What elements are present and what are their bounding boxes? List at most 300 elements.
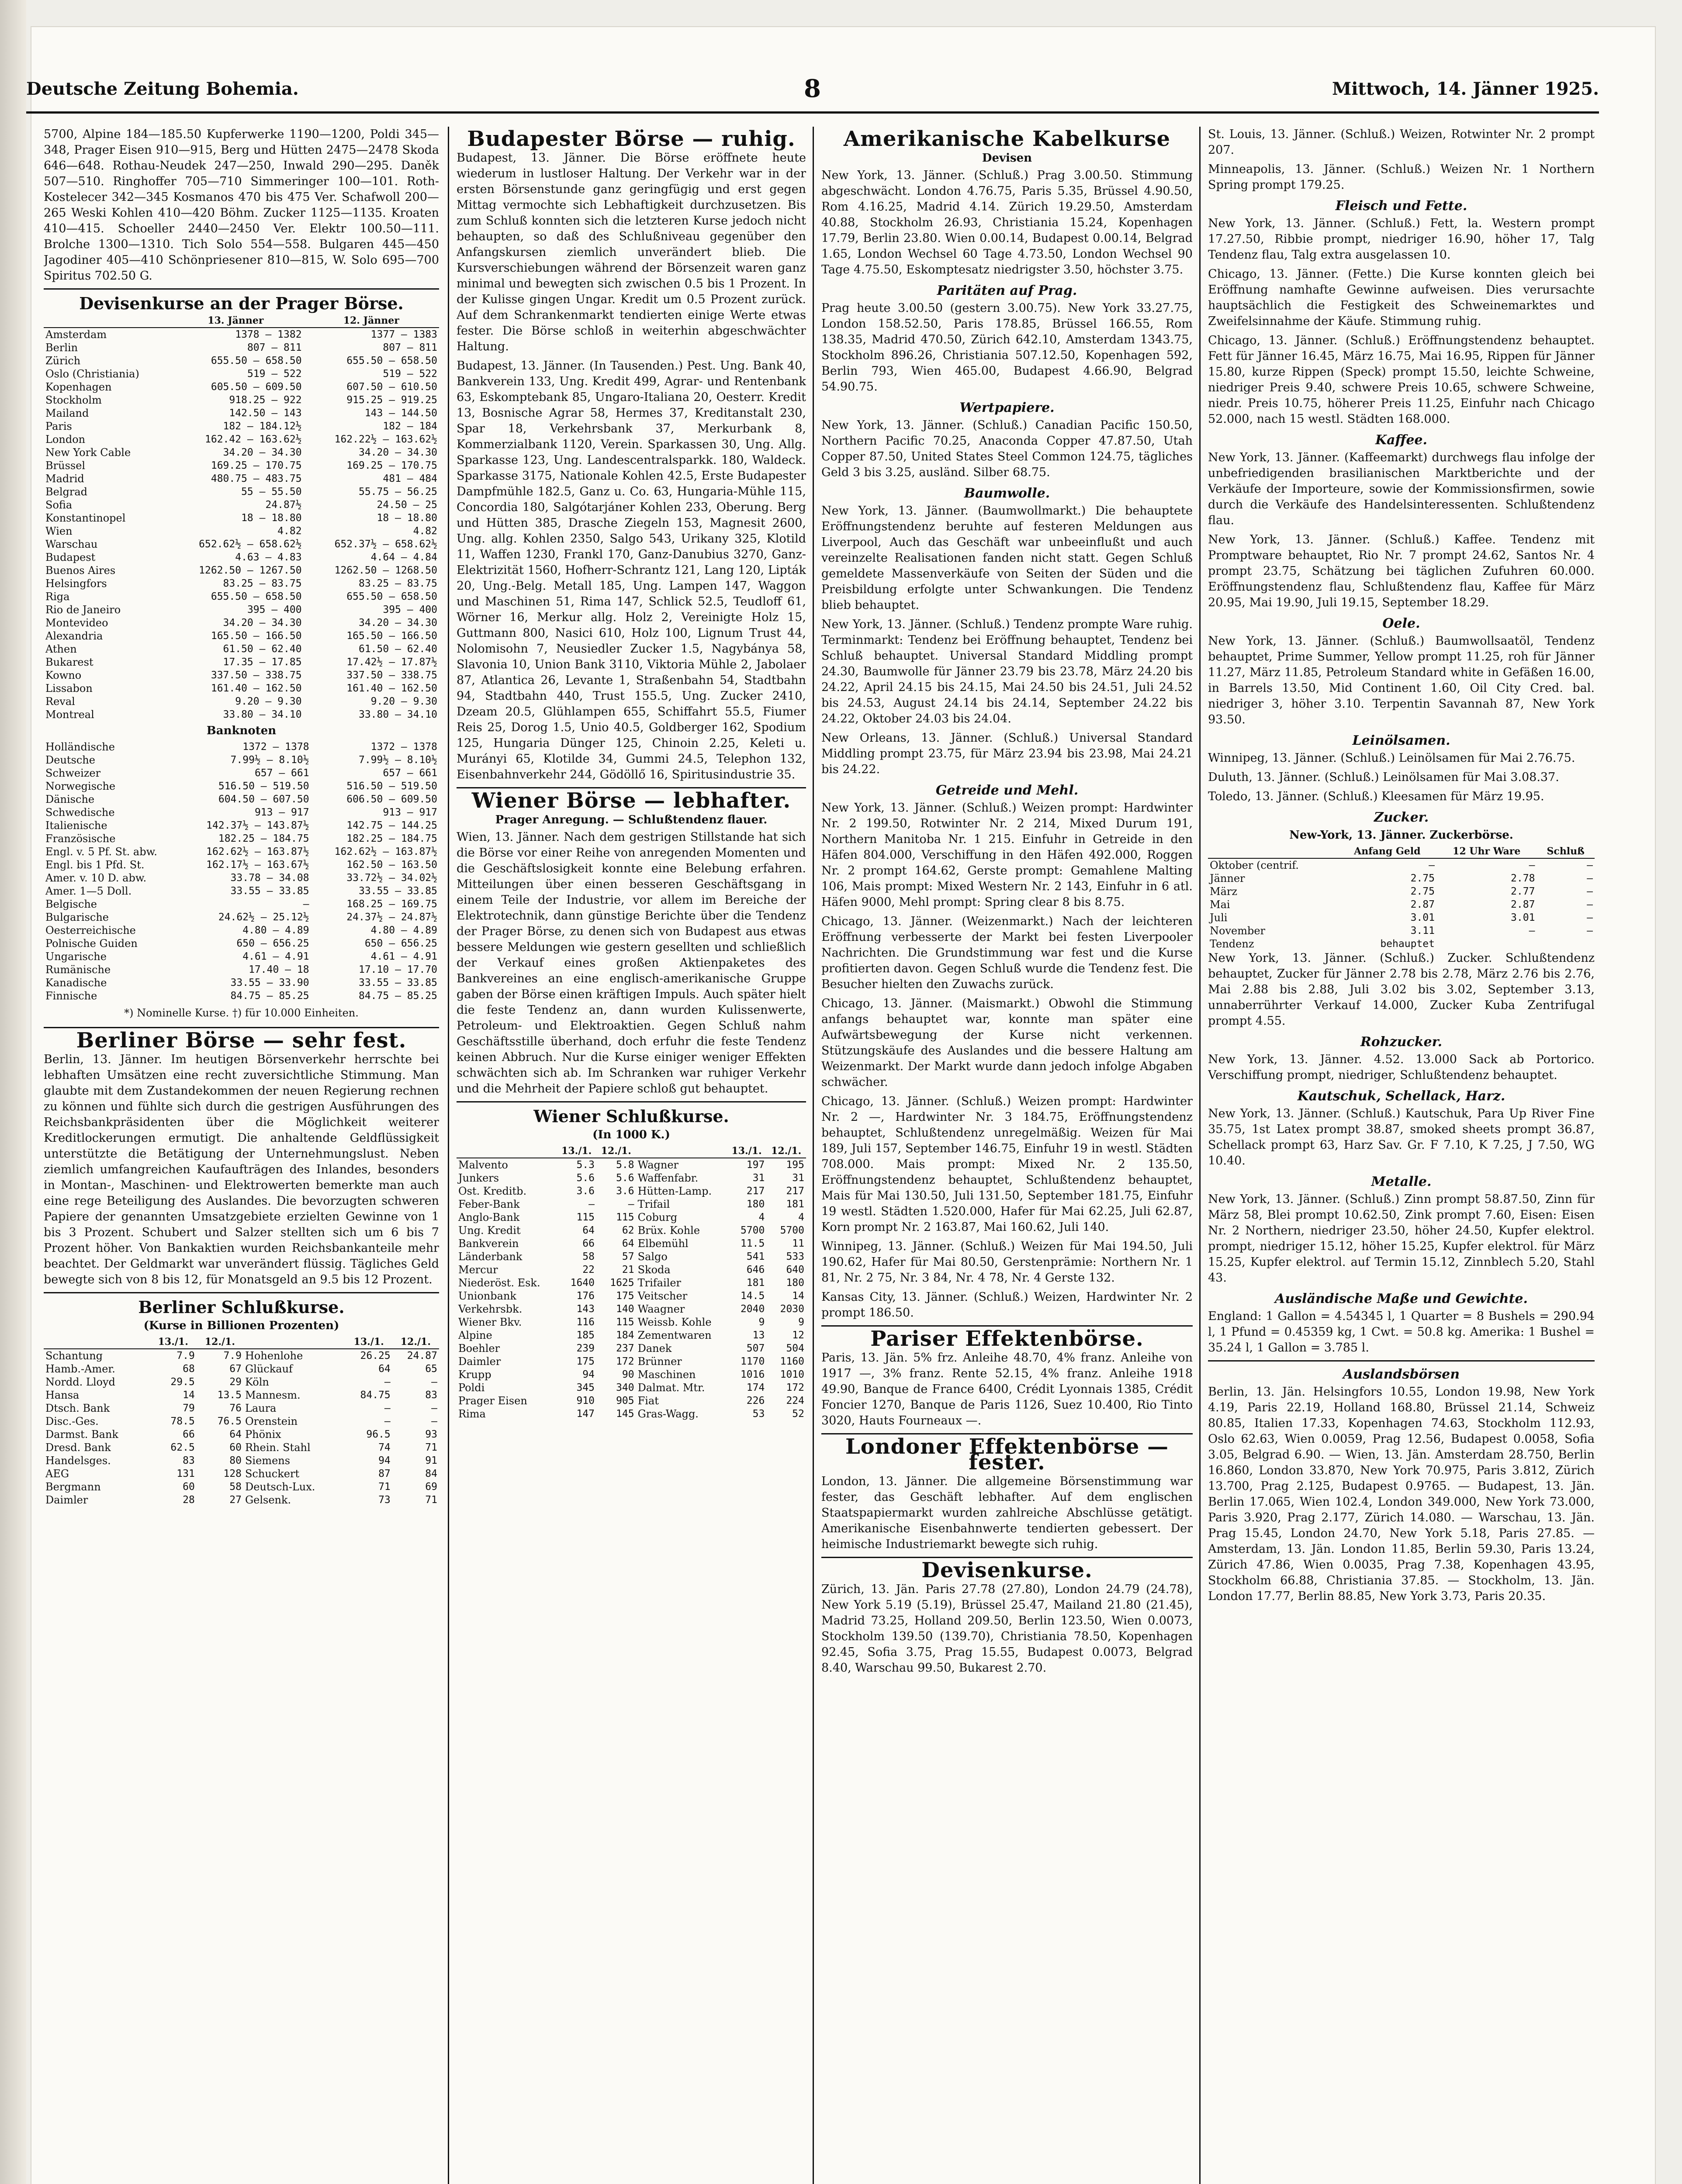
row-value: 605.50 — 609.50 [211,381,302,393]
row-value: 60 [229,1442,242,1453]
row-label: Engl. bis 1 Pfd. St. [45,859,145,871]
table-row [44,472,439,485]
kaffee-quotes: New York, 13. Jänner. (Schluß.) Kaffee. Tendenz mit Promptware behauptet, Rio Nr. 7 prompt 24.62, Santos Nr. 4 prompt 23.75, Schätzung bei täglichen Zufuhren 60.000. Eröffnungstendenz flau, Schlußtendenz flau, Kaffee für März 20.95, Mai 19.90, Juli 19.15, September 18.29. [1208,533,1595,609]
table-row [44,538,439,551]
row-value: 29.5 [170,1376,195,1388]
row-value: 80 [229,1455,242,1466]
table-row [44,551,439,564]
banknoten-title: Banknoten [206,724,277,737]
section-title-wien: Wiener Börse — lebhafter. [471,788,791,813]
row-value: 34.20 — 34.30 [223,617,302,629]
row-label: London [45,433,86,446]
row-value: 533 [786,1251,804,1262]
row-value: — [303,898,309,910]
table-row [44,1375,439,1389]
row-label: Elbemühl [637,1237,689,1250]
row-label: Montreal [45,708,94,721]
row-value: 71 [425,1494,437,1506]
devisen-zurich: Zürich, 13. Jän. Paris 27.78 (27.80), London 24.79 (24.78), New York 5.19 (5.19), Brüssel 25.47, Mailand 21.80 (21.45), Madrid 73.25, Holland 209.50, Berlin 123.50, Wien 0.0073, Stockholm 139.50 (139.70), Christiania 78.50, Kopenhagen 92.45, Sofia 3.75, Prag 15.55, Budapest 0.0073, Belgrad 8.40, Warschau 99.50, Bukarest 2.70. [821,1583,1193,1675]
table-row [1208,872,1595,885]
winnipeg-text: Winnipeg, 13. Jänner. (Schluß.) Weizen für Mai 194.50, Juli 190.62, Hafer für Mai 80.50, Gerstenprämie: Northern Nr. 1 81, Nr. 2 75, Nr. 3 84, Nr. 4 78, Nr. 4 Gerste 132. [821,1240,1193,1285]
row-value: 76 [229,1403,242,1414]
row-label: Sofia [45,499,73,511]
column-header: Schluß [1537,845,1595,858]
row-value: 162.17½ — 163.67½ [206,859,309,871]
table-row [1208,924,1595,937]
table-row [44,937,439,950]
row-value: 57 [622,1251,634,1262]
row-value: — [1587,873,1593,884]
row-value: 646 [746,1264,765,1275]
row-value: 24.87 [407,1350,437,1362]
table-row [44,963,439,976]
row-value: 33.55 — 33.85 [358,885,437,897]
row-label: Kowno [45,669,82,681]
row-value: 13.5 [217,1389,242,1401]
masse-text: England: 1 Gallon = 4.54345 l, 1 Quarter = 8 Bushels = 290.94 l, 1 Pfund = 0.45359 kg, 1 Cwt. = 50.8 kg. Amerika: 1 Bushel = 35.24 l, 1 Gallon = 3.785 l. [1208,1310,1595,1355]
row-value: — [431,1416,437,1427]
getreide-text: New York, 13. Jänner. (Schluß.) Weizen prompt: Hardwinter Nr. 2 199.50, Rotwinter Nr. 2 214, Mixed Durum 191, Northern Manitoba Nr. 1 215. Einfuhr in Getreide in den Häfen 804.000, Verschiffung in den Häfen 492.000, Roggen Nr. 2 prompt 164.62, Gerste prompt: Gemahlene Malting 106, Mais prompt: Mixed Western Nr. 2 143, Einfuhr in 6 atl. Häfen 9000, Mehl prompt: Spring clear 8 bis 8.75. [821,801,1193,909]
row-value: 5.6 [576,1172,595,1184]
table-row [44,328,439,341]
row-value: 115 [616,1317,634,1328]
column-header [243,1335,346,1349]
chicago-weizen: Chicago, 13. Jänner. (Weizenmarkt.) Nach der leichteren Eröffnung verbesserte der Markt bei festen Liverpooler Nachrichten. Die Grundstimmung war fest und die Kurse profitierten davon. Gegen Schluß wurde die Tendenz fest. Die Besucher hielten den Zuwachs zurück. [821,915,1193,991]
budapest-quotes: Budapest, 13. Jänner. (In Tausenden.) Pest. Ung. Bank 40, Bankverein 133, Ung. Kredit 499, Agrar- und Rentenbank 63, Eskomptebank 85, Ungaro-Italiana 20, Oesterr. Kredit 13, Bosnische Agrar 58, Hermes 37, Kreditanstalt 230, Spar 18, Verkehrsbank 37, Merkurbank 8, Kommerzialbank 1120, Verein. Sparkassen 30, Ung. Allg. Sparkasse 123, Ung. Landescentralsparkk. 180, Waldeck. Sparkasse 3175, Nationale Kohlen 42.5, Erste Budapester Dampfmühle 182.5, Ganz u. Co. 63, Hungaria-Mühle 115, Concordia 180, Salgótarjáner Kohlen 233, Oberung. Berg und Hütten 385, Drasche Ziegeln 153, Magnesit 2600, Ung. allg. Kohlen 2350, Salgo 543, Urikany 325, Klotild 11, Waffen 1230, Frankl 170, Ganz-Danubius 3270, Ganz-Elektrizität 1560, Hofherr-Schrantz 121, Lang 120, Lipták 20, Ung.-Belg. Metall 185, Ung. Lampen 147, Waggon und Maschinen 51, Rima 147, Schlick 52.5, Teudloff 61, Wörner 16, Merkur allg. Holz 2, Vereinigte Holz 15, Guttmann 800, Nasici 610, Holz 100, Lignum Trust 44, Nolomisohn 7, Neusiedler Zucker 1.5, Nagybánya 58, Slavonia 10, Union Bank 3110, Viktoria Mühle 2, Jabolaer 87, Atlantica 26, Levante 1, Straßenbahn 54, Stadtbahn 94, Stadtbahn 440, Trust 155.5, Ung. Zucker 2410, Dzeam 20.5, Glühlampen 655, Schiffahrt 55.5, Fiumer Reis 25, Dorog 1.5, Unio 40.5, Goldberger 162, Spodium 125, Hungaria Dünger 125, Chinoin 2.25, Keleti u. Murányi 65, Klotilde 34, Gummi 24.5, Telephon 132, Eisenbahnverkehr 244, Gödöllő 16, Spiritusindustrie 35. [457,359,806,781]
row-value: 83.25 — 83.75 [223,578,302,589]
page-header [26,66,1599,114]
row-label: New York Cable [45,446,131,459]
row-value: 217 [786,1185,804,1197]
column-header: 12. Jänner [304,314,439,328]
table-row [44,459,439,472]
row-value: 337.50 — 338.75 [211,670,302,681]
row-label: Schweizer [45,767,101,779]
table-row [457,1342,806,1355]
row-label: Warschau [45,538,98,550]
devisen-footnote: *) Nominelle Kurse. †) für 10.000 Einheiten. [124,1007,359,1019]
row-value: 345 [576,1382,595,1393]
row-label: Feber-Bank [458,1198,520,1210]
row-value: 169.25 — 170.75 [346,460,437,471]
paritaeten-text: Prag heute 3.00.50 (gestern 3.00.75). New York 33.27.75, London 158.52.50, Paris 178.85, Brüssel 166.55, Rom 138.35, Madrid 470.50, Zürich 642.10, Amsterdam 1343.75, Stockholm 896.26, Christiania 507.12.50, Kopenhagen 592, Berlin 793, Wien 465.00, Budapest 4.66.90, Belgrad 54.90.75. [821,301,1193,394]
column-header: 13./1. [346,1335,392,1349]
row-value: — [384,1376,391,1388]
row-value: 913 — 917 [383,807,437,818]
row-value: 14.5 [740,1290,765,1302]
row-value: 34.20 — 34.30 [358,617,437,629]
row-value: 652.62½ — 658.62½ [199,539,302,550]
row-value: 910 [576,1395,595,1406]
row-value: 11 [792,1238,804,1249]
row-value: 31 [752,1172,765,1184]
row-value: 31 [792,1172,804,1184]
table-row [44,767,439,780]
row-value: 87 [378,1468,391,1479]
row-label: Finnische [45,990,97,1002]
column-header: 12./1. [197,1335,243,1349]
column-rule [1199,127,1201,2184]
column-header [44,1335,150,1349]
row-label: AEG [45,1468,69,1480]
page-number: 8 [804,74,821,103]
table-row [457,1303,806,1316]
row-label: Schuckert [245,1468,300,1480]
column-header: 13./1. [150,1335,197,1349]
column-rule [813,127,814,2184]
row-label: Bankverein [458,1237,519,1250]
row-value: 176 [576,1290,595,1302]
table-row [44,1402,439,1415]
row-value: 61.50 — 62.40 [358,643,437,655]
row-value: 143 [576,1303,595,1315]
fleisch-text: New York, 13. Jänner. (Schluß.) Fett, la. Western prompt 17.27.50, Ribbie prompt, niedriger 16.90, höher 17, Talg Tendenz flau, Talg extra ausgelassen 10. [1208,217,1595,262]
row-label: Dresd. Bank [45,1441,111,1454]
row-value: — [1529,925,1535,936]
column-header: 13./1. [727,1144,767,1158]
row-value: 93 [425,1429,437,1440]
row-value: 1262.50 — 1268.50 [334,565,437,576]
row-label: Boehler [458,1342,500,1355]
row-label: Oesterreichische [45,924,136,936]
row-value: 28 [183,1494,195,1506]
row-value: 78.5 [170,1416,195,1427]
divider [457,1101,806,1102]
row-value: 66 [582,1238,595,1249]
table-row [1208,937,1595,950]
masse-title: Ausländische Maße und Gewichte. [1275,1291,1528,1306]
table-row [44,367,439,380]
row-value: 62 [622,1225,634,1236]
row-label: Alexandria [45,630,103,642]
row-value: 519 — 522 [247,368,302,380]
rohzucker-text: New York, 13. Jänner. 4.52. 13.000 Sack ab Portorico. Verschiffung prompt, niedriger, Schlußtendenz behauptet. [1208,1053,1595,1082]
berlin-report: Berlin, 13. Jänner. Im heutigen Börsenverkehr herrschte bei lebhaften Umsätzen eine recht zuversichtliche Stimmung. Man glaubte mit dem Zustandekommen der neuen Regierung rechnen zu können und fühlte sich durch die gestrigen Ausführungen des Reichsbankpräsidenten über die Möglichkeit weiterer Kreditlockerungen ermutigt. Die anhaltende Geldflüssigkeit unterstützte die Betätigung der Unternehmungslust. Neben ziemlich umfangreichen Kaufaufträgen des Inlandes, besonders in Montan-, Maschinen- und Elektrowerten bemerkte man auch eine rege Beteiligung des Auslandes. Die bevorzugten schweren Papiere der genannten Umsatzgebiete erzielten Gewinne von 1 bis 3 Prozent. Schubert und Salzer stellten sich um 6 bis 7 Prozent höher. Von Bankaktien wurden Reichsbankanteile mehr beachtet. Der Geldmarkt war unverändert flüssig. Tägliches Geld bewegte sich von 8 bis 12, für Monatsgeld an 9.5 bis 12 Prozent. [44,1053,439,1286]
row-label: Rio de Janeiro [45,604,121,616]
column-header: 12./1. [392,1335,439,1349]
divider [44,288,439,290]
table-row [44,845,439,858]
row-label: Alpine [458,1329,492,1341]
column-header [636,1144,727,1158]
row-value: 116 [576,1317,595,1328]
row-value: 161.40 — 162.50 [346,683,437,694]
row-label: Gras-Wagg. [637,1408,699,1420]
table-row [44,1389,439,1402]
row-label: Dtsch. Bank [45,1402,110,1414]
row-label: Dänische [45,793,95,805]
row-value: — [431,1376,437,1388]
table-row [457,1394,806,1407]
row-label: Skoda [637,1264,671,1276]
table-row [44,832,439,845]
section-title-amerika: Amerikanische Kabelkurse [843,127,1171,151]
column-4 [1208,127,1595,2184]
row-value: 64 [622,1238,634,1249]
table-row [457,1171,806,1185]
table-row [44,898,439,911]
row-value: 5.3 [576,1159,595,1171]
row-label: Kopenhagen [45,381,112,393]
table-row [44,643,439,656]
berlin-schluss-table [44,1335,439,1507]
row-label: Maschinen [637,1368,696,1381]
table-row [457,1158,806,1171]
column-header [457,1144,557,1158]
row-value: 34.20 — 34.30 [358,447,437,458]
row-value: 5.8 [616,1159,634,1171]
table-row [44,380,439,394]
row-value: 33.80 — 34.10 [223,709,302,720]
neworleans-text: New Orleans, 13. Jänner. (Schluß.) Universal Standard Middling prompt 23.75, für März 23.94 bis 23.98, Mai 24.21 bis 24.22. [821,731,1193,776]
baumwolle-quotes: New York, 13. Jänner. (Schluß.) Tendenz prompte Ware ruhig. Terminmarkt: Tendenz bei Eröffnung behauptet, Tendenz bei Schluß behauptet. Universal Standard Middling prompt 24.30, Baumwolle für Jänner 23.79 bis 23.78, März 24.20 bis 24.22, April 24.15 bis 24.15, Mai 24.50 bis 24.51, Juli 24.52 bis 24.53, August 24.14 bis 24.14, September 24.22 bis 24.22, Oktober 24.03 bis 24.04. [821,618,1193,726]
row-label: Hansa [45,1389,80,1401]
row-label: Amer. v. 10 D. abw. [45,872,147,884]
row-label: Fiat [637,1395,659,1407]
row-value: 4 [798,1212,804,1223]
row-value: 94 [582,1369,595,1380]
table-row [44,603,439,616]
row-value: 195 [786,1159,804,1171]
table-row [44,858,439,871]
row-label: Bergmann [45,1481,101,1493]
page-fold-shadow [0,0,26,2184]
row-value: 24.87½ [265,499,302,511]
row-value: 7.9 [177,1350,195,1362]
row-label: Anglo-Bank [458,1211,520,1223]
table-row [44,793,439,806]
row-value: 64 [582,1225,595,1236]
row-value: 4.61 — 4.91 [242,951,309,962]
row-value: 2.77 [1511,886,1535,897]
row-label: Zürich [45,355,81,367]
row-value: 182 — 184.12½ [223,421,302,432]
row-value: 115 [576,1212,595,1223]
table-row [44,656,439,669]
row-value: 17.42½ — 17.87½ [346,657,437,668]
row-value: 337.50 — 338.75 [346,670,437,681]
row-value: 172 [616,1356,634,1367]
row-label: Glückauf [245,1363,293,1375]
row-value: 17.10 — 17.70 [358,964,437,975]
row-value: 516.50 — 519.50 [346,781,437,792]
row-label: Schantung [45,1350,103,1362]
row-value: 172 [786,1382,804,1393]
column-header: 12./1. [766,1144,806,1158]
section-title-devisen: Devisenkurse an der Prager Börse. [79,294,404,313]
table-row [457,1263,806,1276]
row-value: — [384,1416,391,1427]
table-row [44,1467,439,1480]
row-value: — [1587,925,1593,936]
row-label: Brüssel [45,460,86,472]
row-value: 1378 — 1382 [235,329,302,340]
table-row [44,590,439,603]
column-header: 13./1. [557,1144,596,1158]
table-row [457,1198,806,1211]
column-header: 12 Uhr Ware [1436,845,1537,858]
row-value: 66 [183,1429,195,1440]
row-value: 4.82 [413,525,437,537]
column-header: Anfang Geld [1338,845,1436,858]
column-header [1208,845,1338,858]
row-value: 64 [378,1363,391,1375]
row-value: 33.72½ — 34.02½ [346,872,437,884]
row-value: 162.50 — 163.50 [346,859,437,871]
stlouis-text: St. Louis, 13. Jänner. (Schluß.) Weizen, Rotwinter Nr. 2 prompt 207. [1208,128,1595,157]
row-value: 161.40 — 162.50 [211,683,302,694]
row-value: 224 [786,1395,804,1406]
row-value: 76.5 [217,1416,242,1427]
row-value: 33.55 — 33.85 [358,977,437,988]
duluth-text: Duluth, 13. Jänner. (Schluß.) Leinölsamen für Mai 3.08.37. [1208,771,1559,784]
row-value: 1016 [740,1369,765,1380]
row-label: Brüx. Kohle [637,1224,700,1237]
table-row [44,1480,439,1493]
row-value: 918.25 — 922 [229,394,302,406]
row-value: 162.22½ — 163.62½ [334,434,437,445]
row-value: 481 — 484 [383,473,437,484]
row-label: Weissb. Kohle [637,1316,712,1328]
row-value: 84.75 [360,1389,391,1401]
table-row [44,924,439,937]
table-row [44,564,439,577]
row-value: 165.50 — 166.50 [346,630,437,642]
row-value: 162.42 — 163.62½ [205,434,302,445]
row-value: 9.20 — 9.30 [235,696,302,707]
table-row [44,1454,439,1467]
row-label: Handelsges. [45,1455,111,1467]
zucker-text: New York, 13. Jänner. (Schluß.) Zucker. Schlußtendenz behauptet, Zucker für Jänner 2.78 bis 2.78, März 2.76 bis 2.76, Mai 2.88 bis 2.88, Juli 3.02 bis 3.02, September 3.13, unnaberrührter Verkauf 14.000, Zucker Kuba Zentrifugal prompt 4.55. [1208,951,1595,1028]
row-value: 34.20 — 34.30 [223,447,302,458]
row-value: 71 [425,1442,437,1453]
row-label: Mercur [458,1264,498,1276]
row-value: 68 [183,1363,195,1375]
table-row [457,1289,806,1303]
row-value: 606.50 — 609.50 [346,794,437,805]
row-label: Laura [245,1402,277,1414]
table-row [457,1329,806,1342]
row-value: 182.25 — 184.75 [346,833,437,844]
chicago-fette: Chicago, 13. Jänner. (Fette.) Die Kurse konnten gleich bei Eröffnung namhafte Gewinne aufweisen. Dies verursachte hauptsächlich die Festigkeit des Schweinemarktes und Zweifelsinnahme der Käufe. Stimmung ruhig. [1208,267,1595,328]
row-value: 657 — 661 [254,767,309,779]
table-row [457,1276,806,1289]
section-title-berlin: Berliner Börse — sehr fest. [76,1028,407,1053]
row-value: 175 [576,1356,595,1367]
row-value: 807 — 811 [247,342,302,353]
row-label: Belgische [45,898,97,910]
table-row [44,616,439,629]
column-header: 12./1. [596,1144,636,1158]
row-label: Waagner [637,1303,685,1315]
amerika-subtitle: Devisen [982,152,1032,165]
table-row [44,708,439,721]
row-value: 14 [183,1389,195,1401]
row-value: 226 [746,1395,765,1406]
row-value: 4.80 — 4.89 [370,925,437,936]
row-label: Daimler [45,1494,88,1506]
row-label: Orenstein [245,1415,298,1427]
row-value: 58 [229,1481,242,1493]
row-value: 239 [576,1343,595,1354]
kautschuk-text: New York, 13. Jänner. (Schluß.) Kautschuk, Para Up River Fine 35.75, 1st Latex prompt 38.87, smoked sheets prompt 36.87, Schellack prompt 63, Harz Sav. Gr. F 7.10, K 7.25, J 7.50, WG 10.40. [1208,1107,1595,1168]
metalle-title: Metalle. [1371,1174,1432,1189]
row-label: Ost. Kreditb. [458,1185,527,1197]
row-value: 115 [616,1212,634,1223]
row-value: 2.75 [1410,886,1435,897]
row-value: 94 [378,1455,391,1466]
kaffee-text: New York, 13. Jänner. (Kaffeemarkt) durchwegs flau infolge der unbefriedigenden brasilianischen Marktberichte und der Verkäufe der Importeure, sowie der Kommissionsfirmen, sowie durch die Verkäufe des Handelsinteressenten. Schlußtendenz flau. [1208,451,1595,527]
row-value: 145 [616,1408,634,1420]
row-value: 65 [425,1363,437,1375]
row-label: Konstantinopel [45,512,126,524]
row-value: 69 [425,1481,437,1493]
table-row [44,1415,439,1428]
row-value: 18 — 18.80 [377,512,437,524]
row-value: 807 — 811 [383,342,437,353]
row-value: 395 — 400 [383,604,437,615]
row-value: 2.78 [1511,873,1535,884]
row-label: Athen [45,643,77,655]
row-value: 541 [746,1251,765,1262]
row-value: 237 [616,1343,634,1354]
row-value: 26.25 [360,1350,391,1362]
table-row [44,525,439,538]
row-value: 3.6 [576,1185,595,1197]
table-row [44,1441,439,1454]
row-label: Wiener Bkv. [458,1316,522,1328]
row-value: 4.63 — 4.83 [235,552,302,563]
row-value: 12 [792,1330,804,1341]
row-value: 184 [616,1330,634,1341]
row-value: 17.40 — 18 [249,964,309,975]
row-label: Veitscher [637,1290,688,1302]
row-label: Deutsche [45,754,95,766]
row-label: Rima [458,1408,486,1420]
row-value: 604.50 — 607.50 [218,794,309,805]
baumwolle-title: Baumwolle. [964,486,1050,501]
table-row [44,394,439,407]
table-row [44,485,439,498]
row-label: Disc.-Ges. [45,1415,99,1427]
row-value: 657 — 661 [383,767,437,779]
row-label: Amsterdam [45,328,107,341]
row-label: Phönix [245,1428,281,1441]
row-value: — [384,1403,391,1414]
auslandsboersen-text: Berlin, 13. Jän. Helsingfors 10.55, London 19.98, New York 4.19, Paris 22.19, Holland 168.80, Brüssel 21.14, Schweiz 80.85, Italien 17.33, Kopenhagen 74.63, Stockholm 112.93, Oslo 62.63, Wien 0.0059, Prag 12.56, Budapest 0.0058, Sofia 3.05, Belgrad 6.90. — Wien, 13. Jän. Amsterdam 28.750, Berlin 16.860, London 33.870, New York 70.975, Paris 3.812, Zürich 13.700, Prag 2.125, Budapest 0.9765. — Budapest, 13. Jän. Berlin 17.065, Wien 102.4, London 349.000, New York 73.000, Paris 3.920, Prag 2.177, Zürich 14.080. — Warschau, 13. Jän. Prag 15.45, London 24.70, New York 5.18, Paris 27.85. — Amsterdam, 13. Jän. London 11.85, Berlin 59.30, Paris 13.24, Zürich 47.86, Wien 0.0035, Prag 7.38, Kopenhagen 43.95, Stockholm 66.88, Christiania 37.85. — Stockholm, 13. Jän. London 17.77, Berlin 88.85, New York 3.73, Paris 20.35. [1208,1385,1595,1603]
table-row [44,871,439,885]
paritaeten-title: Paritäten auf Prag. [937,283,1077,298]
row-value: 182.25 — 184.75 [218,833,309,844]
zucker-title: Zucker. [1374,810,1429,825]
row-value: 2.87 [1410,899,1435,910]
row-value: 905 [616,1395,634,1406]
table-row [44,695,439,708]
row-label: Mannesm. [245,1389,301,1401]
row-label: Montevideo [45,617,108,629]
row-value: 3.6 [616,1185,634,1197]
section-title-wien-schluss: Wiener Schlußkurse. [533,1106,729,1126]
row-value: 33.80 — 34.10 [358,709,437,720]
row-label: Salgo [637,1251,668,1263]
row-value: 83 [183,1455,195,1466]
row-value: 3.01 [1511,912,1535,923]
row-value: 182 — 184 [383,421,437,432]
table-row [44,341,439,354]
banknoten-table [44,740,439,1002]
row-value: 22 [582,1264,595,1275]
row-label: Berlin [45,342,78,354]
